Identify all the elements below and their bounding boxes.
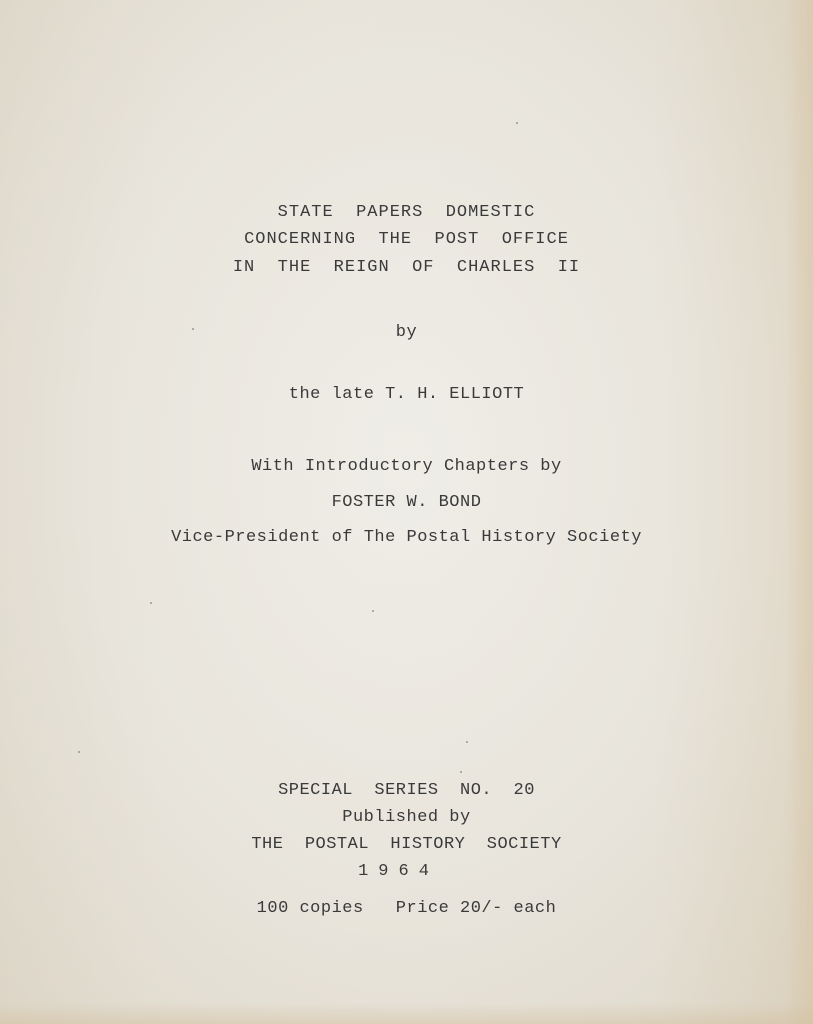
page-bottom-tint bbox=[0, 1002, 813, 1024]
paper-speck bbox=[460, 771, 462, 773]
title-line-3: IN THE REIGN OF CHARLES II bbox=[232, 258, 581, 277]
paper-speck bbox=[466, 741, 468, 743]
intro-author: FOSTER W. BOND bbox=[331, 493, 482, 512]
intro-author-role: Vice-President of The Postal History Society bbox=[171, 528, 642, 547]
series-line: SPECIAL SERIES NO. 20 bbox=[278, 781, 535, 800]
author-line: the late T. H. ELLIOTT bbox=[288, 385, 525, 404]
title-line-2: CONCERNING THE POST OFFICE bbox=[244, 230, 569, 249]
paper-speck bbox=[516, 122, 518, 124]
copies-price-line: 100 copies Price 20/- each bbox=[256, 899, 557, 918]
paper-speck bbox=[372, 610, 374, 612]
title-line-1: STATE PAPERS DOMESTIC bbox=[277, 203, 536, 222]
published-by-line: Published by bbox=[342, 808, 471, 827]
paper-speck bbox=[78, 751, 80, 753]
paper-speck bbox=[150, 602, 152, 604]
year-line: 1964 bbox=[358, 862, 439, 881]
publisher-line: THE POSTAL HISTORY SOCIETY bbox=[251, 835, 562, 854]
by-line: by bbox=[395, 323, 418, 342]
intro-line: With Introductory Chapters by bbox=[251, 457, 562, 476]
